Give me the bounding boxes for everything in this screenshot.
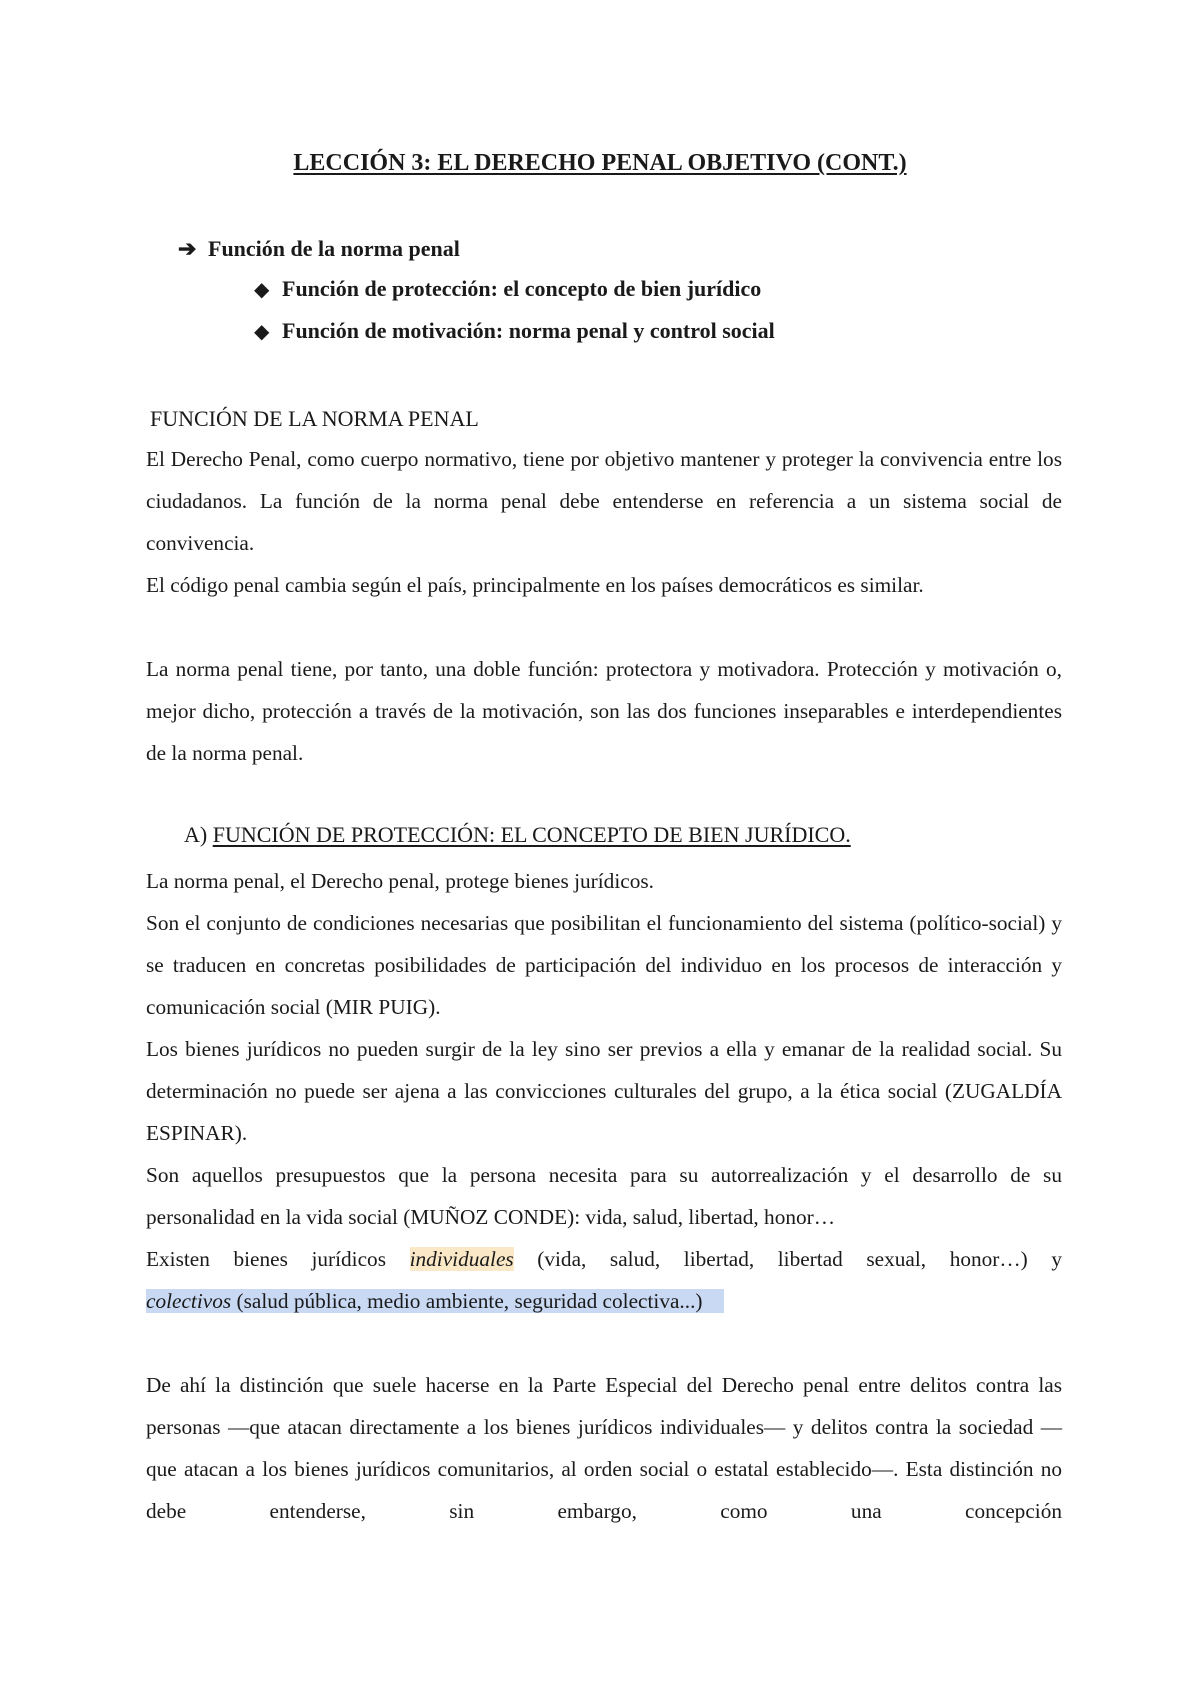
outline-item-sub2-label: Función de motivación: norma penal y control social [282,318,775,343]
section2-body [146,860,1062,1532]
outline-item-sub2 [254,318,775,344]
spacer [146,606,1062,648]
paragraph: El código penal cambia según el país, principalmente en los países democráticos es similar. [146,573,924,597]
paragraph [146,1280,1062,1322]
outline-item-sub1 [254,276,761,302]
paragraph [146,1238,1062,1280]
arrow-right-icon: ➔ [178,236,197,261]
spacer [146,1322,1062,1364]
paragraph: Son aquellos presupuestos que la persona necesita para su autorrealización y el desarrollo de su personalidad en la vida social (MUÑOZ CONDE): vida, salud, libertad, honor… [146,1163,1062,1229]
paragraph: Son el conjunto de condiciones necesarias que posibilitan el funcionamiento del sistema (político-social) y se traducen en concretas posibilidades de participación del individuo en los procesos de interacción y comunicación social (MIR PUIG). [146,911,1062,1019]
diamond-bullet-icon: ◆ [254,278,270,301]
subsection-heading [184,822,851,848]
text-run: colectivos [146,1289,232,1313]
outline-item-sub1-label: Función de protección: el concepto de bien jurídico [282,276,762,301]
paragraph: La norma penal, el Derecho penal, protege bienes jurídicos. [146,869,654,893]
subsection-title: FUNCIÓN DE PROTECCIÓN: EL CONCEPTO DE BIEN JURÍDICO. [212,822,851,847]
highlight-individuales: individuales [409,1247,514,1271]
page-title: LECCIÓN 3: EL DERECHO PENAL OBJETIVO (CONT.) [293,150,907,176]
paragraph: La norma penal tiene, por tanto, una doble función: protectora y motivadora. Protección y motivación o, mejor dicho, protección a través de la motivación, son las dos funciones inseparables e interdependientes de la norma penal. [146,657,1062,765]
text-run: Existen bienes jurídicos [146,1247,410,1271]
outline-item-main-label: Función de la norma penal [208,236,460,261]
section-heading: FUNCIÓN DE LA NORMA PENAL [150,406,479,431]
highlight-colectivos [146,1289,724,1313]
diamond-bullet-icon: ◆ [254,320,270,343]
section1-body [146,438,1062,774]
subsection-label: A) [184,822,208,847]
text-run: (salud pública, medio ambiente, seguridad colectiva...) [231,1289,703,1313]
outline-item-main [178,236,460,262]
paragraph: Los bienes jurídicos no pueden surgir de la ley sino ser previos a ella y emanar de la realidad social. Su determinación no puede ser ajena a las convicciones culturales del grupo, a la ética social (ZUGALDÍA ESPINAR). [146,1037,1062,1145]
paragraph: El Derecho Penal, como cuerpo normativo, tiene por objetivo mantener y proteger la convivencia entre los ciudadanos. La función de la norma penal debe entenderse en referencia a un sistema social de convivencia. [146,447,1062,555]
text-run: (vida, salud, libertad, libertad sexual, honor…) y [513,1247,1063,1271]
paragraph: De ahí la distinción que suele hacerse en la Parte Especial del Derecho penal entre delitos contra las personas —que atacan directamente a los bienes jurídicos individuales— y delitos contra la sociedad —que atacan a los bienes jurídicos comunitarios, al orden social o estatal establecido—. Esta distinción no debe entenderse, sin embargo, como una concepción [146,1373,1062,1523]
